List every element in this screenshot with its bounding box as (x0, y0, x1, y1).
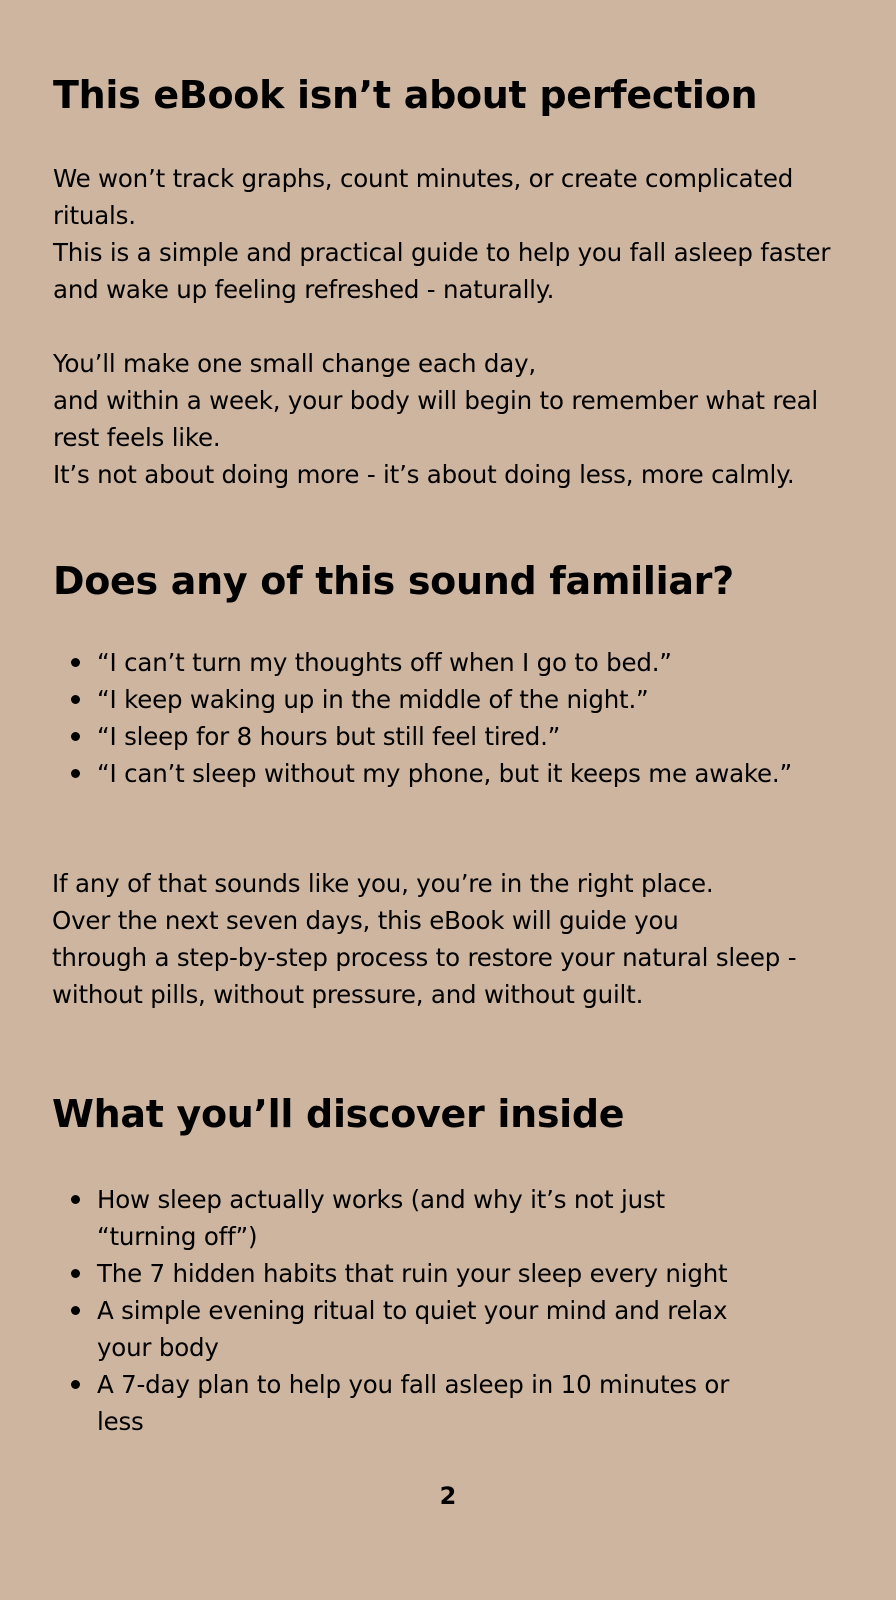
intro-line: This is a simple and practical guide to help you fall asleep faster (53, 238, 831, 267)
bullet-icon (71, 695, 80, 704)
heading-discover: What you’ll discover inside (52, 1092, 625, 1136)
change-paragraph (53, 345, 853, 493)
discover-list (53, 1181, 729, 1440)
list-item: “I keep waking up in the middle of the night.” (53, 681, 792, 718)
intro-line: rituals. (53, 201, 136, 230)
list-item: “I sleep for 8 hours but still feel tired.” (53, 718, 792, 755)
bullet-icon (71, 1195, 80, 1204)
change-line: and within a week, your body will begin to remember what real (53, 386, 819, 415)
change-line: It’s not about doing more - it’s about doing less, more calmly. (53, 460, 795, 489)
page-number: 2 (439, 1482, 457, 1510)
change-line: rest feels like. (53, 423, 221, 452)
heading-perfection: This eBook isn’t about perfection (53, 73, 758, 117)
bullet-icon (71, 732, 80, 741)
list-item: “I can’t turn my thoughts off when I go to bed.” (53, 644, 792, 681)
list-item: The 7 hidden habits that ruin your sleep every night (53, 1255, 729, 1292)
intro-line: and wake up feeling refreshed - naturally. (53, 275, 555, 304)
bullet-icon (71, 1380, 80, 1389)
right-place-paragraph (52, 865, 852, 1013)
right-place-line: without pills, without pressure, and without guilt. (52, 980, 644, 1009)
list-item: A simple evening ritual to quiet your mind and relax your body (53, 1292, 729, 1366)
heading-familiar: Does any of this sound familiar? (53, 559, 734, 603)
intro-line: We won’t track graphs, count minutes, or create complicated (53, 164, 794, 193)
list-item: A 7-day plan to help you fall asleep in 10 minutes or less (53, 1366, 729, 1440)
list-item: How sleep actually works (and why it’s not just “turning off”) (53, 1181, 729, 1255)
bullet-icon (71, 769, 80, 778)
change-line: You’ll make one small change each day, (53, 349, 536, 378)
list-item: “I can’t sleep without my phone, but it keeps me awake.” (53, 755, 792, 792)
bullet-icon (71, 1269, 80, 1278)
right-place-line: If any of that sounds like you, you’re in the right place. (52, 869, 714, 898)
familiar-list (53, 644, 792, 792)
intro-paragraph (53, 160, 853, 308)
right-place-line: Over the next seven days, this eBook will guide you (52, 906, 679, 935)
bullet-icon (71, 1306, 80, 1315)
right-place-line: through a step-by-step process to restore your natural sleep - (52, 943, 797, 972)
bullet-icon (71, 658, 80, 667)
